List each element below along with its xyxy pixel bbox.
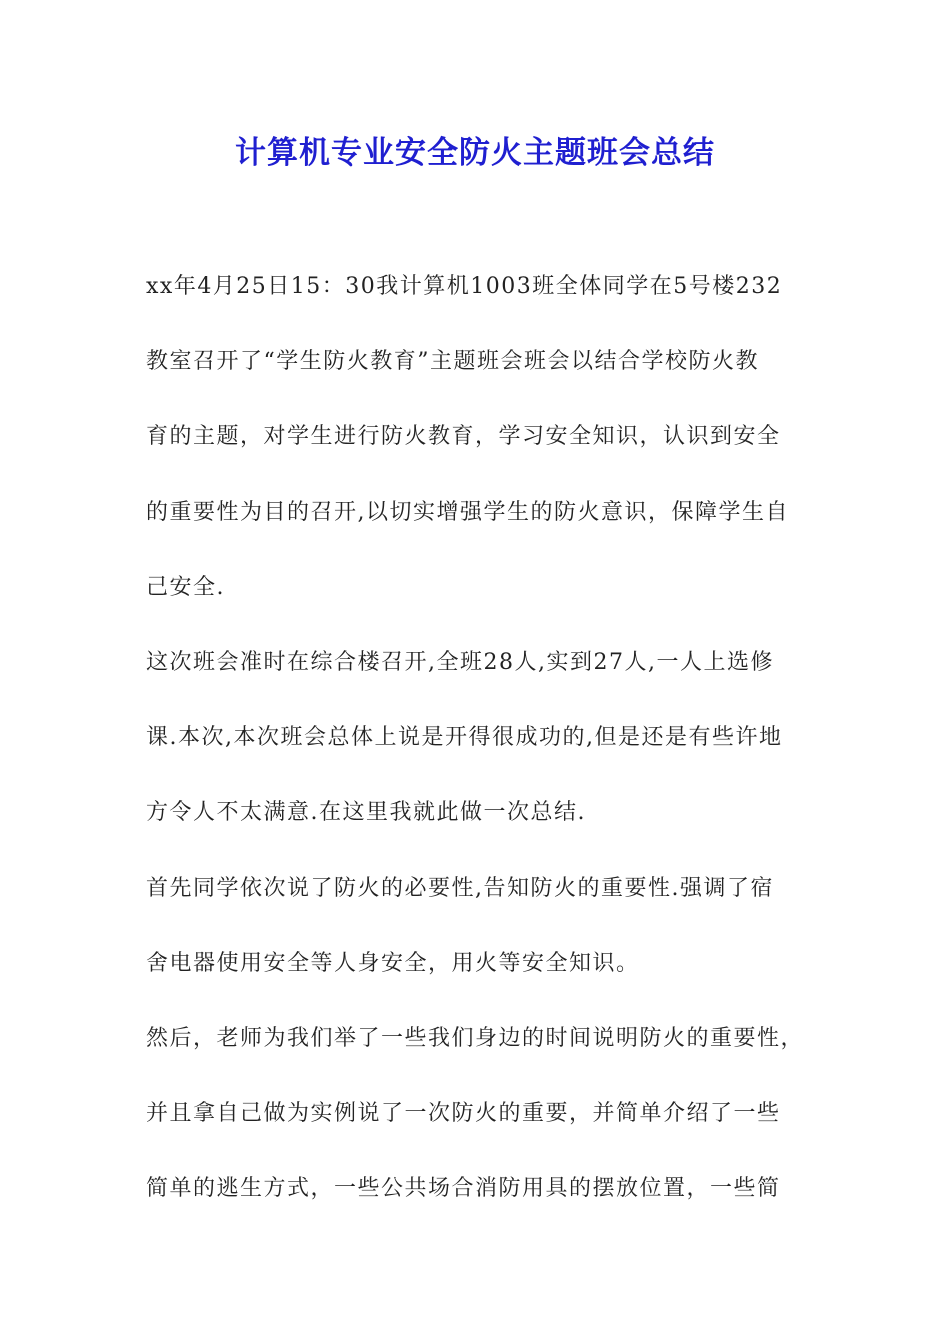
- text-line: 己安全.: [146, 574, 225, 600]
- text-line: 的重要性为目的召开,以切实增强学生的防火意识，保障学生自: [146, 499, 789, 525]
- text-line: 简单的逃生方式，一些公共场合消防用具的摆放位置，一些简: [146, 1176, 781, 1202]
- text-line: xx年4月25日15：30我计算机1003班全体同学在5号楼232: [146, 274, 783, 299]
- text-line: 教室召开了“学生防火教育”主题班会班会以结合学校防火教: [146, 349, 759, 375]
- text-line: 舍电器使用安全等人身安全，用火等安全知识。: [146, 950, 640, 976]
- text-line: 然后，老师为我们举了一些我们身边的时间说明防火的重要性，: [146, 1025, 805, 1051]
- text-line: 这次班会准时在综合楼召开,全班28人,实到27人,一人上选修: [146, 649, 774, 675]
- text-line: 课.本次,本次班会总体上说是开得很成功的,但是还是有些许地: [146, 725, 783, 751]
- text-line: 首先同学依次说了防火的必要性,告知防火的重要性.强调了宿: [146, 875, 774, 901]
- text-line: 并且拿自己做为实例说了一次防火的重要，并简单介绍了一些: [146, 1101, 781, 1127]
- text-line: 方令人不太满意.在这里我就此做一次总结.: [146, 800, 586, 826]
- document-title: 计算机专业安全防火主题班会总结: [235, 135, 715, 171]
- document-body: [146, 262, 836, 1239]
- text-line: 育的主题，对学生进行防火教育，学习安全知识，认识到安全: [146, 424, 781, 450]
